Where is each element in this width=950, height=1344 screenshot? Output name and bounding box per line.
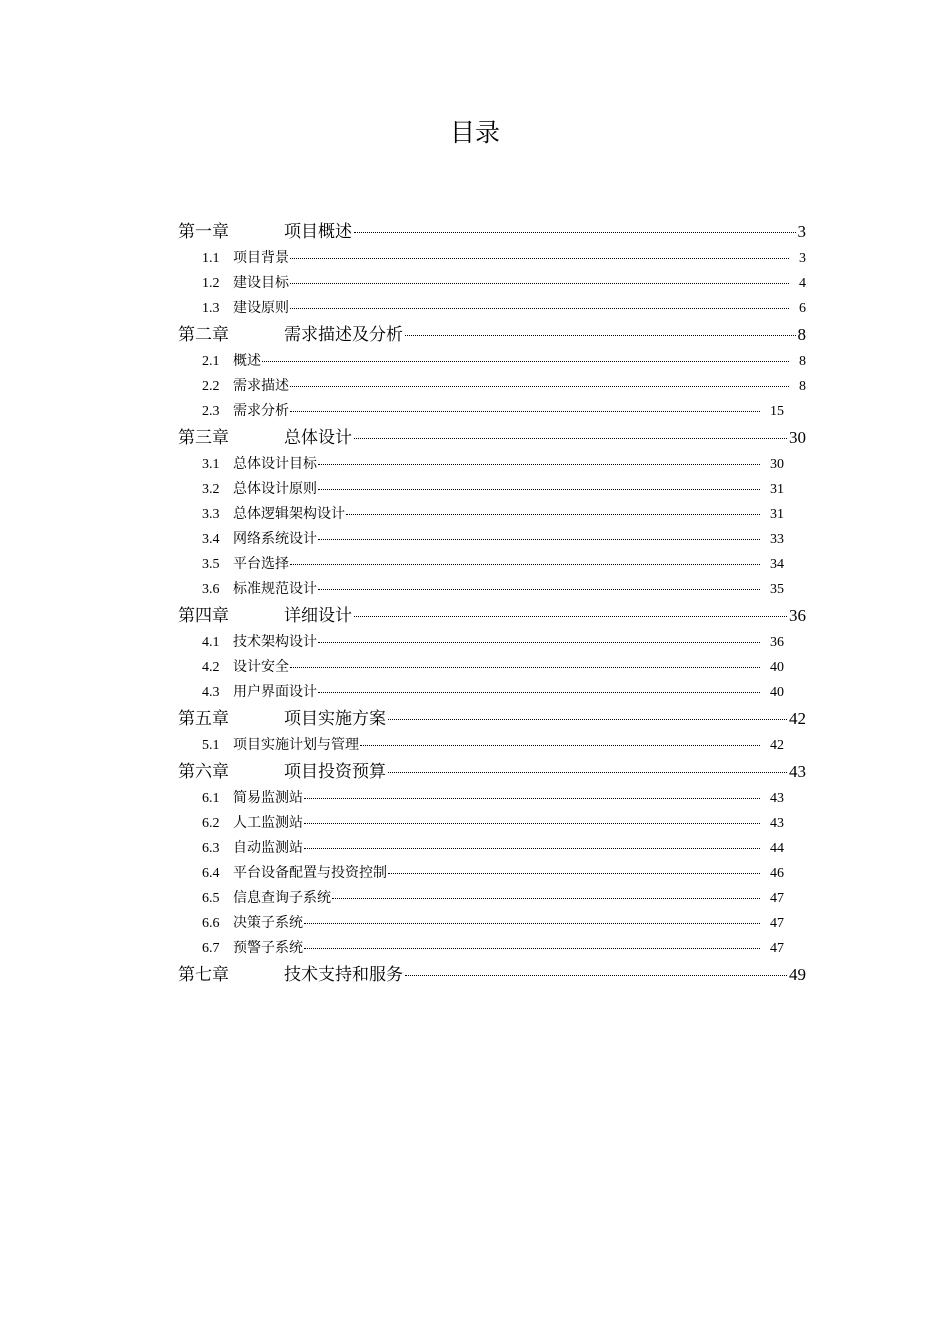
section-title: 网络系统设计 [233, 531, 317, 547]
section-number: 3.4 [202, 532, 220, 547]
toc-section-entry[interactable] [202, 349, 806, 374]
page-number: 49 [789, 965, 806, 984]
section-title: 平台选择 [233, 556, 289, 572]
toc-section-entry[interactable] [202, 502, 784, 527]
toc-section-entry[interactable] [202, 577, 784, 602]
toc-chapter-entry[interactable] [178, 321, 806, 349]
toc-section-entry[interactable] [202, 936, 784, 961]
section-number: 2.1 [202, 354, 220, 369]
dot-leader [290, 564, 760, 565]
dot-leader [290, 258, 789, 259]
page-number: 47 [770, 891, 784, 906]
section-title: 简易监测站 [233, 790, 303, 806]
chapter-number: 第七章 [178, 965, 229, 985]
section-title: 技术架构设计 [233, 634, 317, 650]
page-number: 8 [799, 354, 806, 369]
toc-section-entry[interactable] [202, 399, 784, 424]
section-number: 1.1 [202, 251, 220, 266]
chapter-title: 项目实施方案 [284, 709, 386, 729]
page-number: 42 [770, 738, 784, 753]
dot-leader [318, 589, 760, 590]
section-number: 6.2 [202, 816, 220, 831]
toc-section-entry[interactable] [202, 811, 784, 836]
dot-leader [332, 898, 760, 899]
dot-leader [304, 823, 760, 824]
section-title: 概述 [233, 353, 261, 369]
page-number: 3 [797, 222, 806, 241]
dot-leader [388, 719, 787, 720]
chapter-title: 项目概述 [284, 222, 352, 242]
section-title: 用户界面设计 [233, 684, 317, 700]
toc-section-entry[interactable] [202, 680, 784, 705]
section-number: 5.1 [202, 738, 220, 753]
toc-section-entry[interactable] [202, 374, 806, 399]
section-title: 总体设计原则 [233, 481, 317, 497]
dot-leader [304, 798, 760, 799]
section-title: 预警子系统 [233, 940, 303, 956]
toc-chapter-entry[interactable] [178, 218, 806, 246]
dot-leader [388, 873, 760, 874]
toc-section-entry[interactable] [202, 733, 784, 758]
toc-chapter-entry[interactable] [178, 961, 806, 989]
section-number: 4.3 [202, 685, 220, 700]
page-number: 47 [770, 941, 784, 956]
toc-section-entry[interactable] [202, 552, 784, 577]
dot-leader [290, 308, 789, 309]
page-number: 30 [770, 457, 784, 472]
page-number: 31 [770, 507, 784, 522]
section-title: 总体设计目标 [233, 456, 317, 472]
section-title: 总体逻辑架构设计 [233, 506, 345, 522]
page-number: 8 [797, 325, 806, 344]
page-number: 40 [770, 685, 784, 700]
dot-leader [354, 438, 787, 439]
dot-leader [290, 667, 760, 668]
dot-leader [262, 361, 789, 362]
chapter-number: 第二章 [178, 325, 229, 345]
section-number: 6.3 [202, 841, 220, 856]
toc-section-entry[interactable] [202, 271, 806, 296]
toc-section-entry[interactable] [202, 630, 784, 655]
page-number: 47 [770, 916, 784, 931]
toc-section-entry[interactable] [202, 911, 784, 936]
section-title: 建设目标 [233, 275, 289, 291]
section-title: 信息查询子系统 [233, 890, 331, 906]
page-number: 36 [770, 635, 784, 650]
section-title: 需求分析 [233, 403, 289, 419]
section-title: 项目实施计划与管理 [233, 737, 359, 753]
page-number: 6 [799, 301, 806, 316]
section-number: 3.2 [202, 482, 220, 497]
dot-leader [405, 975, 787, 976]
page-number: 31 [770, 482, 784, 497]
page-number: 43 [770, 816, 784, 831]
page-number: 35 [770, 582, 784, 597]
section-number: 3.3 [202, 507, 220, 522]
chapter-title: 项目投资预算 [284, 762, 386, 782]
page-number: 4 [799, 276, 806, 291]
section-title: 建设原则 [233, 300, 289, 316]
section-number: 3.5 [202, 557, 220, 572]
section-number: 1.3 [202, 301, 220, 316]
section-title: 自动监测站 [233, 840, 303, 856]
toc-section-entry[interactable] [202, 296, 806, 321]
section-title: 设计安全 [233, 659, 289, 675]
toc-section-entry[interactable] [202, 786, 784, 811]
toc-section-entry[interactable] [202, 861, 784, 886]
page-number: 40 [770, 660, 784, 675]
dot-leader [318, 464, 760, 465]
section-number: 1.2 [202, 276, 220, 291]
chapter-number: 第六章 [178, 762, 229, 782]
page-number: 34 [770, 557, 784, 572]
page-number: 30 [789, 428, 806, 447]
section-number: 2.2 [202, 379, 220, 394]
toc-section-entry[interactable] [202, 527, 784, 552]
chapter-title: 需求描述及分析 [284, 325, 403, 345]
section-title: 需求描述 [233, 378, 289, 394]
page-title: 目录 [449, 118, 500, 147]
toc-section-entry[interactable] [202, 477, 784, 502]
dot-leader [318, 692, 760, 693]
section-title: 决策子系统 [233, 915, 303, 931]
dot-leader [354, 232, 796, 233]
dot-leader [354, 616, 787, 617]
section-number: 4.2 [202, 660, 220, 675]
dot-leader [304, 923, 760, 924]
table-of-contents [0, 218, 950, 989]
dot-leader [388, 772, 787, 773]
dot-leader [318, 642, 760, 643]
dot-leader [360, 745, 760, 746]
page-number: 46 [770, 866, 784, 881]
section-title: 人工监测站 [233, 815, 303, 831]
page-number: 43 [789, 762, 806, 781]
page-number: 44 [770, 841, 784, 856]
section-title: 项目背景 [233, 250, 289, 266]
section-number: 3.6 [202, 582, 220, 597]
toc-section-entry[interactable] [202, 655, 784, 680]
dot-leader [405, 335, 796, 336]
page-number: 3 [799, 251, 806, 266]
dot-leader [290, 411, 760, 412]
toc-chapter-entry[interactable] [178, 602, 806, 630]
section-number: 6.5 [202, 891, 220, 906]
chapter-number: 第三章 [178, 428, 229, 448]
chapter-number: 第一章 [178, 222, 229, 242]
section-title: 标准规范设计 [233, 581, 317, 597]
toc-chapter-entry[interactable] [178, 424, 806, 452]
chapter-title: 技术支持和服务 [284, 965, 403, 985]
page-number: 42 [789, 709, 806, 728]
section-number: 6.7 [202, 941, 220, 956]
dot-leader [318, 489, 760, 490]
chapter-number: 第五章 [178, 709, 229, 729]
toc-section-entry[interactable] [202, 246, 806, 271]
toc-section-entry[interactable] [202, 836, 784, 861]
toc-section-entry[interactable] [202, 452, 784, 477]
page-number: 36 [789, 606, 806, 625]
section-number: 2.3 [202, 404, 220, 419]
dot-leader [304, 848, 760, 849]
chapter-title: 总体设计 [284, 428, 352, 448]
dot-leader [346, 514, 760, 515]
page-number: 33 [770, 532, 784, 547]
section-number: 6.1 [202, 791, 220, 806]
dot-leader [318, 539, 760, 540]
toc-chapter-entry[interactable] [178, 758, 806, 786]
page-number: 15 [770, 404, 784, 419]
page-number: 43 [770, 791, 784, 806]
section-title: 平台设备配置与投资控制 [233, 865, 387, 881]
section-number: 6.4 [202, 866, 220, 881]
section-number: 6.6 [202, 916, 220, 931]
chapter-title: 详细设计 [284, 606, 352, 626]
dot-leader [304, 948, 760, 949]
dot-leader [290, 386, 789, 387]
section-number: 3.1 [202, 457, 220, 472]
toc-chapter-entry[interactable] [178, 705, 806, 733]
page-number: 8 [799, 379, 806, 394]
dot-leader [290, 283, 789, 284]
chapter-number: 第四章 [178, 606, 229, 626]
section-number: 4.1 [202, 635, 220, 650]
toc-section-entry[interactable] [202, 886, 784, 911]
